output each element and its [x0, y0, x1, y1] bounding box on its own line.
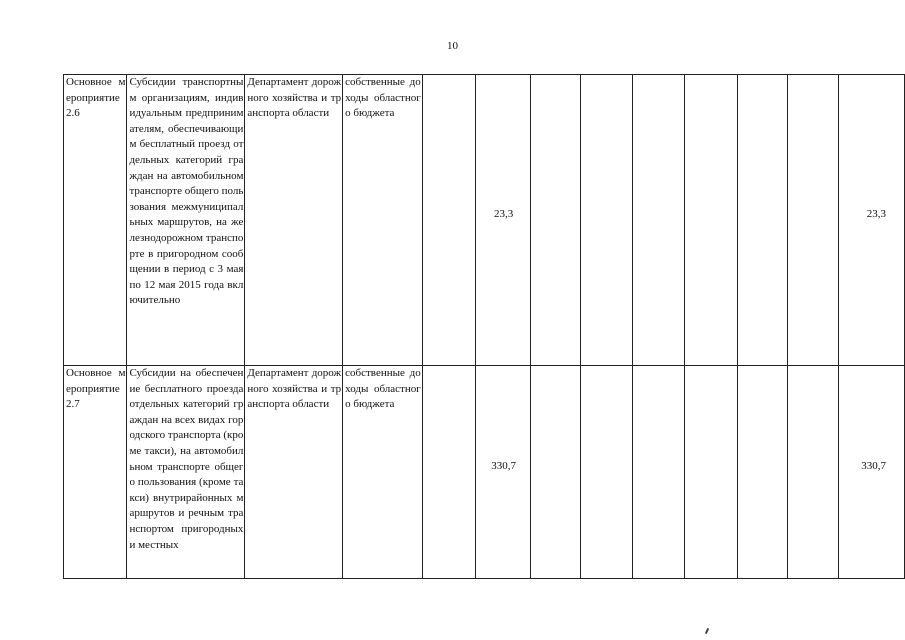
- measure-cell: Основное мероприятие 2.7: [64, 366, 127, 579]
- source-cell: собственные доходы областного бюджета: [343, 75, 423, 366]
- empty-cell: [580, 366, 633, 579]
- empty-cell: [531, 366, 581, 579]
- empty-cell: [633, 75, 685, 366]
- budget-table: [63, 74, 905, 579]
- empty-cell: [737, 75, 788, 366]
- empty-cell: [788, 75, 839, 366]
- empty-cell: [422, 75, 476, 366]
- scan-mark: [705, 628, 709, 634]
- executor-cell: Департамент дорожного хозяйства и транспорта области: [245, 75, 343, 366]
- total-cell: 23,3: [838, 75, 904, 366]
- source-cell: собственные доходы областного бюджета: [343, 366, 423, 579]
- description-cell: Субсидии транспортным организациям, индивидуальным предпринимателям, обеспечивающим бесплатный проезд отдельных категорий граждан на автомобильном транспорте общего пользования межмуниципальных маршрутов, на железнодорожном транспорте в пригородном сообщении в период с 3 мая по 12 мая 2015 года включительно: [127, 75, 245, 366]
- table-row: [64, 366, 905, 579]
- value-cell: 23,3: [476, 75, 531, 366]
- empty-cell: [422, 366, 476, 579]
- table-row: [64, 75, 905, 366]
- executor-cell: Департамент дорожного хозяйства и транспорта области: [245, 366, 343, 579]
- page-number: 10: [447, 40, 458, 52]
- empty-cell: [684, 366, 737, 579]
- empty-cell: [580, 75, 633, 366]
- empty-cell: [737, 366, 788, 579]
- value-cell: 330,7: [476, 366, 531, 579]
- empty-cell: [633, 366, 685, 579]
- description-cell: Субсидии на обеспечение бесплатного проезда отдельных категорий граждан на всех видах городского транспорта (кроме такси), на автомобильном транспорте общего пользования (кроме такси) внутрирайонных маршрутов и речным транспортом пригородных и местных: [127, 366, 245, 579]
- empty-cell: [684, 75, 737, 366]
- total-cell: 330,7: [838, 366, 904, 579]
- empty-cell: [531, 75, 581, 366]
- measure-cell: Основное мероприятие 2.6: [64, 75, 127, 366]
- empty-cell: [788, 366, 839, 579]
